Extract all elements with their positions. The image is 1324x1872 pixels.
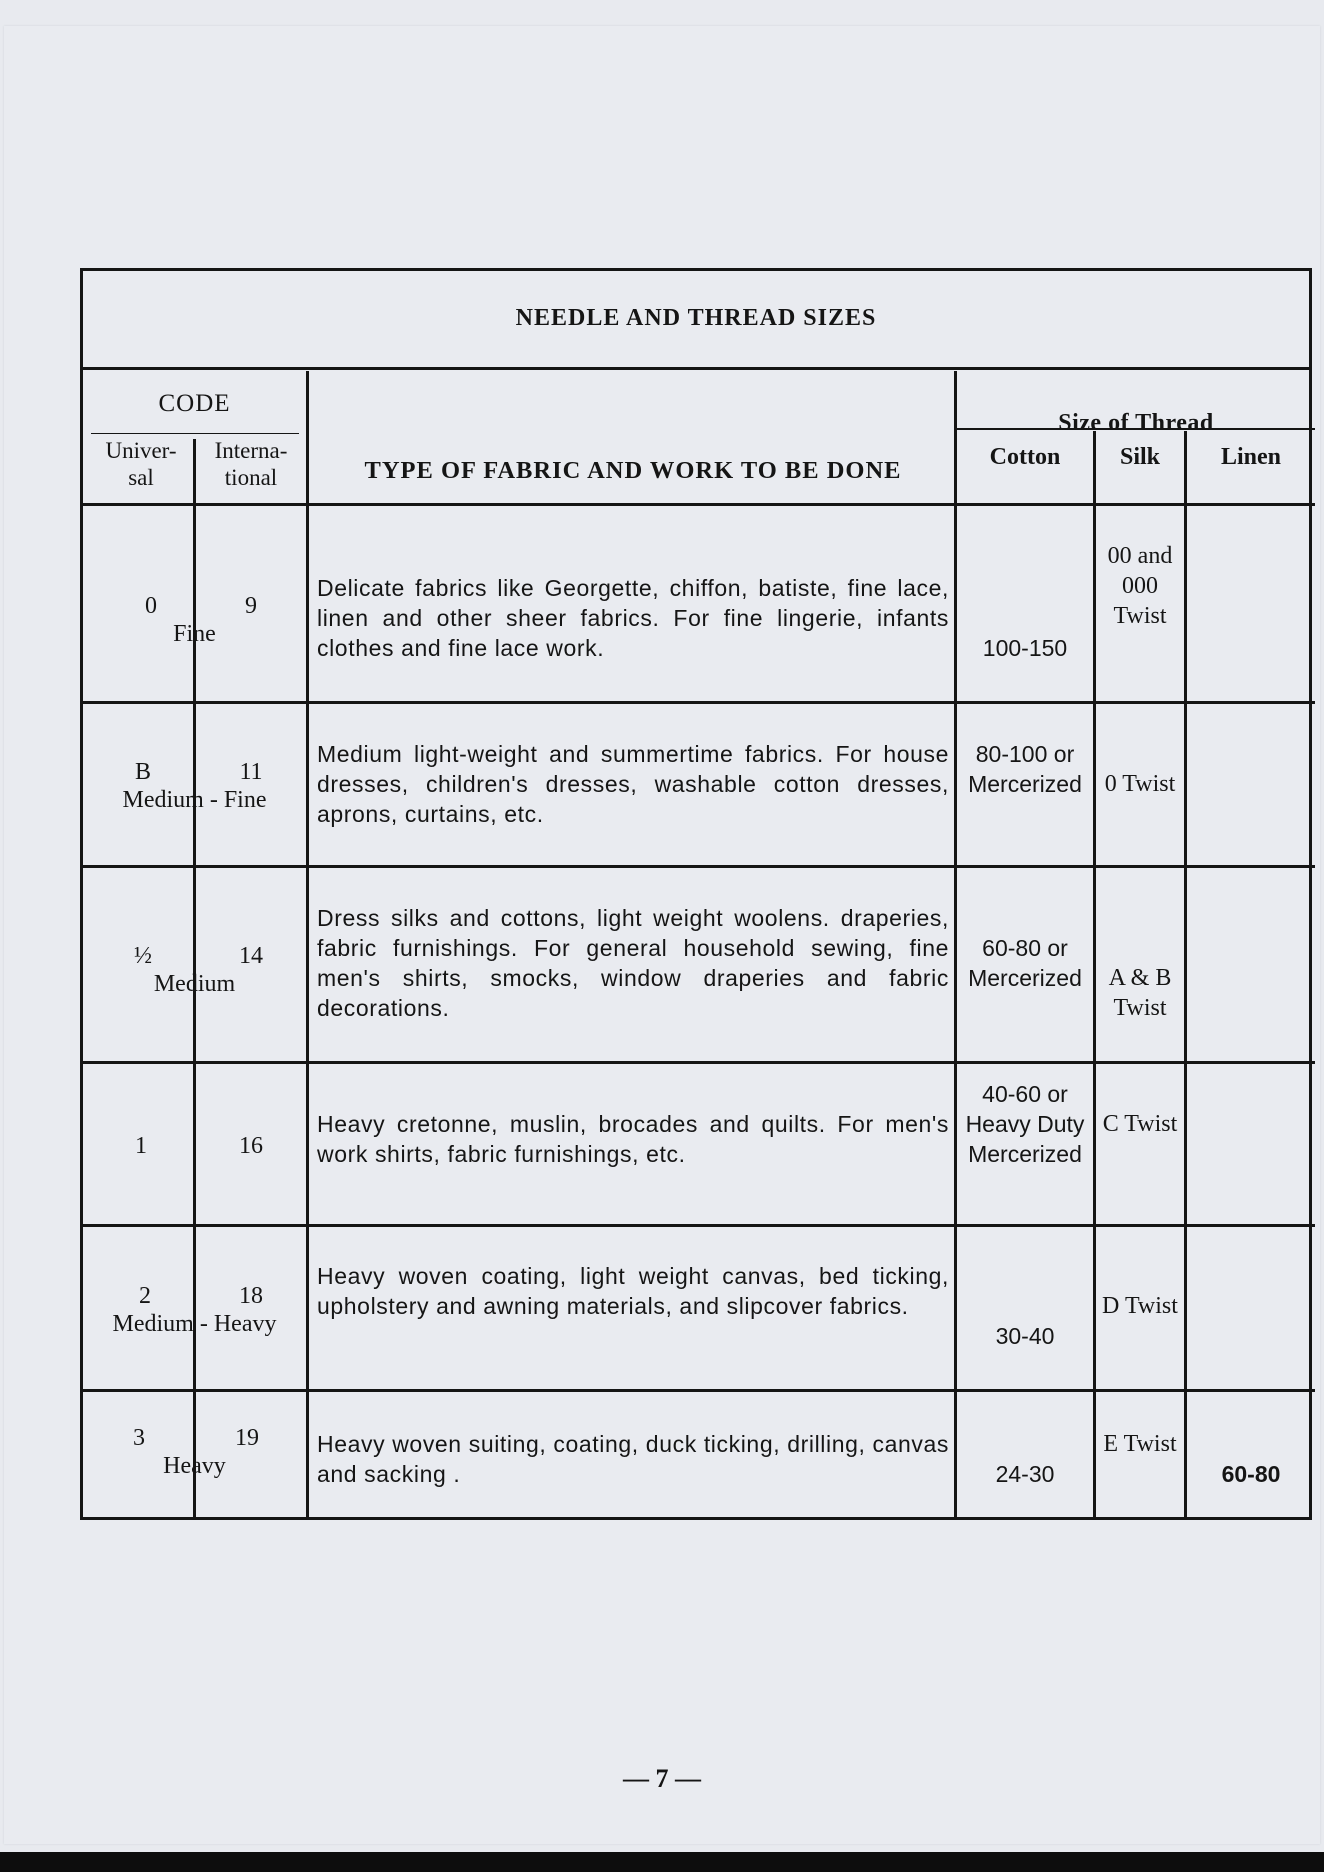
row-1-label: Fine xyxy=(173,621,216,647)
row-4-cotton: 40-60 or Heavy Duty Mercerized xyxy=(965,1081,1085,1167)
row-6-linen: 60-80 xyxy=(1221,1461,1281,1487)
rule-row-5 xyxy=(83,1389,1315,1392)
table-title: NEEDLE AND THREAD SIZES xyxy=(515,304,877,331)
row-5-cotton: 30-40 xyxy=(995,1323,1055,1349)
row-4-description: Heavy cretonne, muslin, brocades and quilts. For men's work shirts, fabric furnishings, etc. xyxy=(317,1111,949,1167)
row-3-description: Dress silks and cottons, light weight woolens. draperies, fabric furnishings. For general household sewing, fine men's shirts, smocks, window draperies and fabric decorations. xyxy=(317,905,949,1021)
row-6-universal: 3 xyxy=(133,1425,145,1451)
row-4-universal: 1 xyxy=(135,1133,147,1159)
row-2-universal: B xyxy=(134,759,151,785)
row-6-cotton: 24-30 xyxy=(995,1461,1055,1487)
header-code: CODE xyxy=(158,390,231,417)
row-2-description: Medium light-weight and summertime fabrics. For house dresses, children's dresses, washable cotton dresses, aprons, curtains, etc. xyxy=(317,741,949,827)
row-4-silk: C Twist xyxy=(1102,1111,1178,1137)
header-size-of-thread: Size of Thread xyxy=(1058,409,1214,436)
row-5-silk: D Twist xyxy=(1102,1293,1178,1319)
header-fabric-type: TYPE OF FABRIC AND WORK TO BE DONE xyxy=(364,457,902,484)
row-2-cotton: 80-100 or Mercerized xyxy=(968,741,1082,797)
row-3-universal: ½ xyxy=(134,943,152,969)
row-6-international: 19 xyxy=(235,1425,259,1451)
row-6-label: Heavy xyxy=(163,1453,226,1479)
rule-row-3 xyxy=(83,1061,1315,1064)
row-1-description: Delicate fabrics like Georgette, chiffon, batiste, fine lace, linen and other sheer fabrics. For fine lingerie, infants clothes and fine lace work. xyxy=(317,575,949,661)
header-linen: Linen xyxy=(1220,443,1282,470)
header-international: Interna- tional xyxy=(214,438,288,490)
row-3-silk: A & B Twist xyxy=(1108,965,1172,1021)
rule-row-4 xyxy=(83,1224,1315,1227)
row-4-international: 16 xyxy=(239,1133,263,1159)
row-6-silk: E Twist xyxy=(1103,1431,1177,1457)
row-1-universal: 0 xyxy=(145,593,157,619)
row-2-international: 11 xyxy=(239,759,263,785)
row-3-cotton: 60-80 or Mercerized xyxy=(968,935,1082,991)
row-1-cotton: 100-150 xyxy=(982,635,1068,661)
row-6-description: Heavy woven suiting, coating, duck ticking, drilling, canvas and sacking . xyxy=(317,1431,949,1487)
row-5-label: Medium - Heavy xyxy=(112,1311,277,1337)
row-5-universal: 2 xyxy=(139,1283,151,1309)
header-universal: Univer- sal xyxy=(105,438,177,490)
header-silk: Silk xyxy=(1119,443,1161,470)
row-1-silk: 00 and 000 Twist xyxy=(1107,543,1173,629)
rule-code-under xyxy=(91,433,299,434)
needle-thread-table xyxy=(80,268,1312,1520)
row-3-label: Medium xyxy=(153,971,236,997)
page-number: — 7 — xyxy=(623,1764,701,1793)
title-rule xyxy=(83,367,1309,370)
row-1-international: 9 xyxy=(245,593,257,619)
rule-row-2 xyxy=(83,865,1315,868)
rule-code-type xyxy=(306,371,309,1520)
header-cotton: Cotton xyxy=(989,443,1061,470)
rule-silk-linen xyxy=(1184,431,1187,1520)
rule-row-1 xyxy=(83,701,1315,704)
row-5-description: Heavy woven coating, light weight canvas, bed ticking, upholstery and awning materials, and slipcover fabrics. xyxy=(317,1263,949,1319)
scan-bottom-edge xyxy=(0,1852,1324,1872)
row-3-international: 14 xyxy=(239,943,263,969)
row-2-label: Medium - Fine xyxy=(122,787,267,813)
document-page xyxy=(4,26,1320,1844)
row-5-international: 18 xyxy=(239,1283,263,1309)
row-2-silk: 0 Twist xyxy=(1104,771,1176,797)
